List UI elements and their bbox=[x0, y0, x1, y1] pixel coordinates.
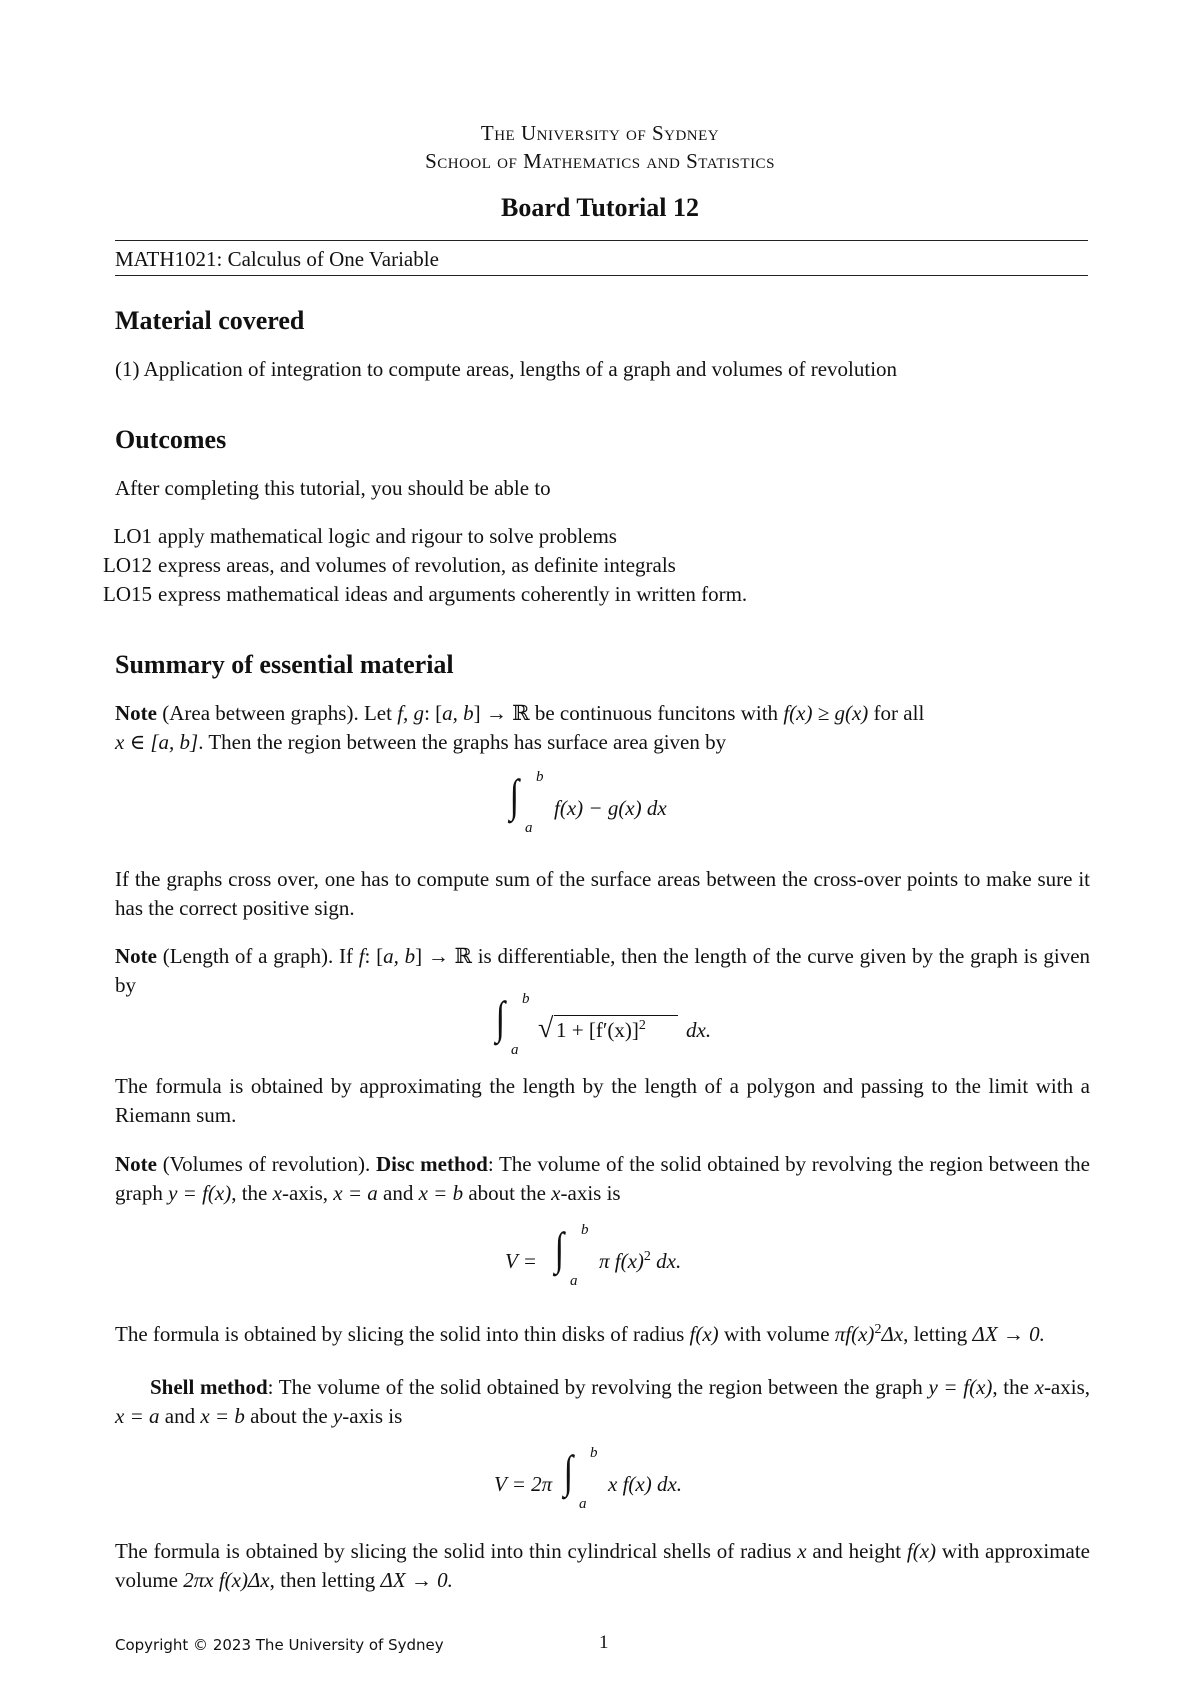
formula-lhs: V = bbox=[505, 1249, 537, 1273]
note-title: (Volumes of revolution). bbox=[162, 1152, 371, 1176]
math-inline: x = b bbox=[200, 1404, 245, 1428]
integrand bbox=[599, 1249, 681, 1274]
math-inline: x bbox=[272, 1181, 282, 1205]
shell-after-text: , then letting bbox=[269, 1568, 381, 1592]
math-inline: 2πx f(x)Δx bbox=[183, 1568, 270, 1592]
outcome-text: apply mathematical logic and rigour to solve problems bbox=[158, 524, 617, 548]
integrand: x f(x) dx. bbox=[608, 1472, 683, 1496]
lower-limit: a bbox=[570, 1273, 578, 1289]
bottom-rule bbox=[115, 275, 1088, 276]
shell-text: and bbox=[159, 1404, 201, 1428]
area-text: . Then the region between the graphs has surface area given by bbox=[198, 730, 727, 754]
integral-sign: ∫ bbox=[554, 1223, 565, 1274]
upper-limit: b bbox=[536, 769, 544, 785]
math-inline: x ∈ [a, b] bbox=[115, 730, 199, 754]
integral-sign: ∫ bbox=[509, 770, 520, 821]
volume-note bbox=[115, 1150, 1090, 1208]
math-inline: f(x) ≥ g(x) bbox=[783, 701, 869, 725]
math-inline: x bbox=[797, 1539, 807, 1563]
shell-after-text: The formula is obtained by slicing the solid into thin cylindrical shells of radius bbox=[115, 1539, 798, 1563]
integral-sign: ∫ bbox=[563, 1446, 574, 1497]
shell-after bbox=[115, 1537, 1090, 1595]
shell-method-label: Shell method bbox=[150, 1375, 268, 1399]
outcomes-intro: After completing this tutorial, you should be able to bbox=[115, 476, 551, 500]
differential: dx. bbox=[686, 1018, 712, 1042]
upper-limit: b bbox=[581, 1222, 589, 1238]
exponent: 2 bbox=[638, 1018, 646, 1033]
shell-after-text: with approximate volume bbox=[115, 1539, 1091, 1592]
lower-limit: a bbox=[579, 1496, 587, 1512]
course-name: MATH1021: Calculus of One Variable bbox=[115, 247, 439, 271]
outcome-text: express mathematical ideas and arguments coherently in written form. bbox=[158, 582, 748, 606]
shell-text: -axis is bbox=[342, 1404, 403, 1428]
disc-text: -axis is bbox=[560, 1181, 621, 1205]
shell-method bbox=[115, 1373, 1090, 1431]
math-inline: x = b bbox=[418, 1181, 464, 1205]
university-name: The University of Sydney bbox=[480, 121, 720, 145]
length-text: : [ bbox=[364, 944, 384, 968]
integrand-text: π f(x) bbox=[599, 1249, 644, 1273]
formula-lhs: V = 2π bbox=[494, 1472, 553, 1496]
sqrt-bar bbox=[554, 1015, 678, 1016]
shell-text: -axis, bbox=[1043, 1375, 1091, 1399]
school-name: School of Mathematics and Statistics bbox=[425, 149, 775, 173]
length-after: The formula is obtained by approximating the length by the length of a polygon and passing to the limit with a Riemann sum. bbox=[115, 1074, 1090, 1127]
area-note bbox=[115, 699, 1090, 757]
math-inline: f bbox=[358, 944, 365, 968]
math-inline: πf(x) bbox=[834, 1322, 875, 1346]
shell-integral bbox=[494, 1445, 754, 1521]
disc-after-text: The formula is obtained by slicing the solid into thin disks of radius bbox=[115, 1322, 690, 1346]
note-label: Note bbox=[115, 1152, 157, 1176]
shell-text: : The volume of the solid obtained by revolving the region between the graph bbox=[267, 1375, 929, 1399]
math-inline: y bbox=[332, 1404, 343, 1428]
shell-text: about the bbox=[244, 1404, 333, 1428]
sqrt-radicand bbox=[556, 1018, 646, 1043]
disc-text: , the bbox=[231, 1181, 273, 1205]
length-text: ] → ℝ is differentiable, then the length of the curve given by the graph is given by bbox=[115, 944, 1091, 997]
area-text: ] → ℝ be continuous funcitons with bbox=[473, 701, 784, 725]
math-inline: ΔX → 0. bbox=[972, 1322, 1045, 1346]
lower-limit: a bbox=[511, 1042, 519, 1058]
disc-text: : The volume of the solid obtained by revolving the region between the graph bbox=[115, 1152, 1090, 1205]
integrand: f(x) − g(x) dx bbox=[554, 796, 667, 820]
math-inline: y = f(x) bbox=[928, 1375, 993, 1399]
sqrt-sign: √ bbox=[538, 1013, 554, 1044]
math-inline: a, b bbox=[442, 701, 474, 725]
disc-method-label: Disc method bbox=[375, 1152, 488, 1176]
math-inline: ΔX → 0. bbox=[380, 1568, 453, 1592]
disc-text: about the bbox=[463, 1181, 552, 1205]
shell-text: , the bbox=[992, 1375, 1035, 1399]
disc-text: -axis, bbox=[281, 1181, 334, 1205]
area-text: : [ bbox=[424, 701, 443, 725]
differential: dx. bbox=[656, 1249, 682, 1273]
disc-after-text: with volume bbox=[718, 1322, 835, 1346]
note-label: Note bbox=[115, 701, 157, 725]
math-inline: f(x) bbox=[906, 1539, 937, 1563]
disc-integral bbox=[505, 1222, 745, 1298]
material-heading: Material covered bbox=[115, 306, 305, 335]
page-number: 1 bbox=[599, 1632, 609, 1653]
math-inline: Δx bbox=[881, 1322, 904, 1346]
math-inline: x = a bbox=[115, 1404, 160, 1428]
disc-after bbox=[115, 1315, 1090, 1349]
exponent: 2 bbox=[874, 1322, 882, 1337]
summary-heading: Summary of essential material bbox=[115, 650, 454, 679]
upper-limit: b bbox=[590, 1445, 598, 1461]
page-title: Board Tutorial 12 bbox=[501, 193, 699, 222]
exponent: 2 bbox=[643, 1249, 651, 1264]
upper-limit: b bbox=[522, 991, 530, 1007]
area-text: for all bbox=[868, 701, 925, 725]
outcomes-heading: Outcomes bbox=[115, 425, 227, 454]
outcome-text: express areas, and volumes of revolution, as definite integrals bbox=[158, 553, 676, 577]
math-inline: y = f(x) bbox=[168, 1181, 232, 1205]
math-inline: x bbox=[551, 1181, 561, 1205]
note-title: (Length of a graph). bbox=[162, 944, 334, 968]
material-item: (1) Application of integration to compute areas, lengths of a graph and volumes of revolution bbox=[115, 357, 898, 381]
disc-text: and bbox=[377, 1181, 419, 1205]
note-label: Note bbox=[115, 944, 157, 968]
copyright: Copyright © 2023 The University of Sydney bbox=[115, 1636, 444, 1654]
area-after: If the graphs cross over, one has to compute sum of the surface areas between the cross-over points to make sure it has the correct positive sign. bbox=[115, 867, 1090, 920]
integral-sign: ∫ bbox=[495, 992, 506, 1043]
shell-after-text: and height bbox=[806, 1539, 907, 1563]
area-integral bbox=[508, 769, 748, 845]
lower-limit: a bbox=[525, 820, 533, 836]
note-title: (Area between graphs). bbox=[162, 701, 359, 725]
outcome-code: LO12 bbox=[103, 553, 152, 577]
area-text: Let bbox=[363, 701, 398, 725]
disc-after-text: , letting bbox=[903, 1322, 973, 1346]
length-text: If bbox=[338, 944, 359, 968]
math-inline: f(x) bbox=[689, 1322, 719, 1346]
outcome-code: LO1 bbox=[113, 524, 152, 548]
math-inline: f, g bbox=[397, 701, 425, 725]
math-inline: x bbox=[1034, 1375, 1044, 1399]
length-note bbox=[115, 942, 1090, 1000]
length-integral bbox=[494, 991, 754, 1067]
top-rule bbox=[115, 240, 1088, 241]
outcome-code: LO15 bbox=[103, 582, 152, 606]
math-inline: a, b bbox=[383, 944, 416, 968]
math-inline: x = a bbox=[333, 1181, 378, 1205]
radicand-text: 1 + [f′(x)] bbox=[556, 1018, 639, 1042]
